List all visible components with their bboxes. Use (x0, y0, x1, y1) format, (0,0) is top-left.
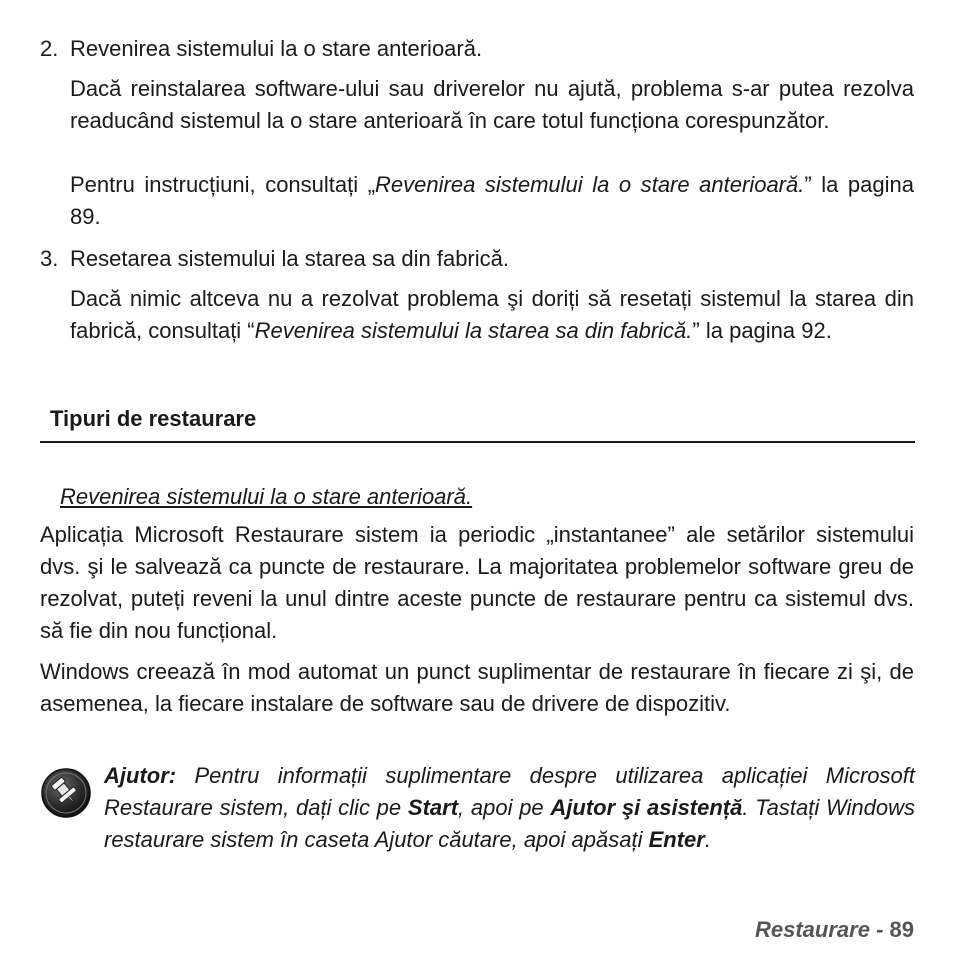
page-footer (755, 916, 914, 944)
item-2-reference (70, 169, 914, 233)
section-divider (40, 441, 915, 443)
note-label: Ajutor: (104, 763, 177, 788)
pushpin-icon (40, 767, 92, 819)
note-text: Pentru informații suplimentare despre utilizarea aplicației Microsoft Restaurare sistem, dați clic pe (104, 763, 915, 820)
reference-prefix: Dacă nimic altceva nu a rezolvat problema şi doriți să resetați sistemul la starea din fabrică, consultați “ (70, 286, 914, 343)
list-heading-text: Resetarea sistemului la starea sa din fabrică. (70, 246, 509, 271)
section-paragraph-1: Aplicația Microsoft Restaurare sistem ia periodic „instantanee” ale setărilor sistemului dvs. şi le salvează ca puncte de restaurare. La majoritatea problemelor software greu de rezolvat, puteți reveni la unul dintre aceste puncte de restaurare pentru ca sistemul dvs. să fie din nou funcțional. (40, 522, 914, 643)
note-help: Ajutor şi asistență (550, 795, 743, 820)
footer-section: Restaurare - (755, 917, 890, 942)
section-title: Tipuri de restaurare (50, 406, 257, 431)
page-number: 89 (889, 917, 914, 942)
list-number: 3. (40, 246, 59, 271)
item-2-paragraph: Dacă reinstalarea software-ului sau driverelor nu ajută, problema s-ar putea rezolva readucând sistemul la o stare anterioară în care totul funcționa corespunzător. (70, 76, 914, 133)
item-3-reference (70, 283, 914, 347)
list-number: 2. (40, 36, 59, 61)
reference-suffix: ” la pagina 89. (70, 172, 914, 229)
list-heading-text: Revenirea sistemului la o stare anterioară. (70, 36, 483, 61)
reference-suffix: ” la pagina 92. (692, 318, 832, 343)
list-item-3-heading (40, 244, 509, 274)
note-enter: Enter (648, 827, 705, 852)
help-note (104, 760, 915, 856)
note-text: . (704, 827, 711, 852)
list-item-2-heading (40, 34, 482, 64)
reference-prefix: Pentru instrucțiuni, consultați „ (70, 172, 376, 197)
note-text: . Tastați Windows restaurare sistem în caseta Ajutor căutare, apoi apăsați (104, 795, 916, 852)
note-text: , apoi pe (458, 795, 551, 820)
reference-title: Revenirea sistemului la o stare anterioară. (375, 172, 805, 197)
section-paragraph-2: Windows creează în mod automat un punct suplimentar de restaurare în fiecare zi şi, de asemenea, la fiecare instalare de software sau de drivere de dispozitiv. (40, 659, 914, 716)
subsection-link[interactable]: Revenirea sistemului la o stare anterioară. (60, 484, 473, 509)
reference-title: Revenirea sistemului la starea sa din fabrică. (254, 318, 693, 343)
note-start: Start (407, 795, 459, 820)
